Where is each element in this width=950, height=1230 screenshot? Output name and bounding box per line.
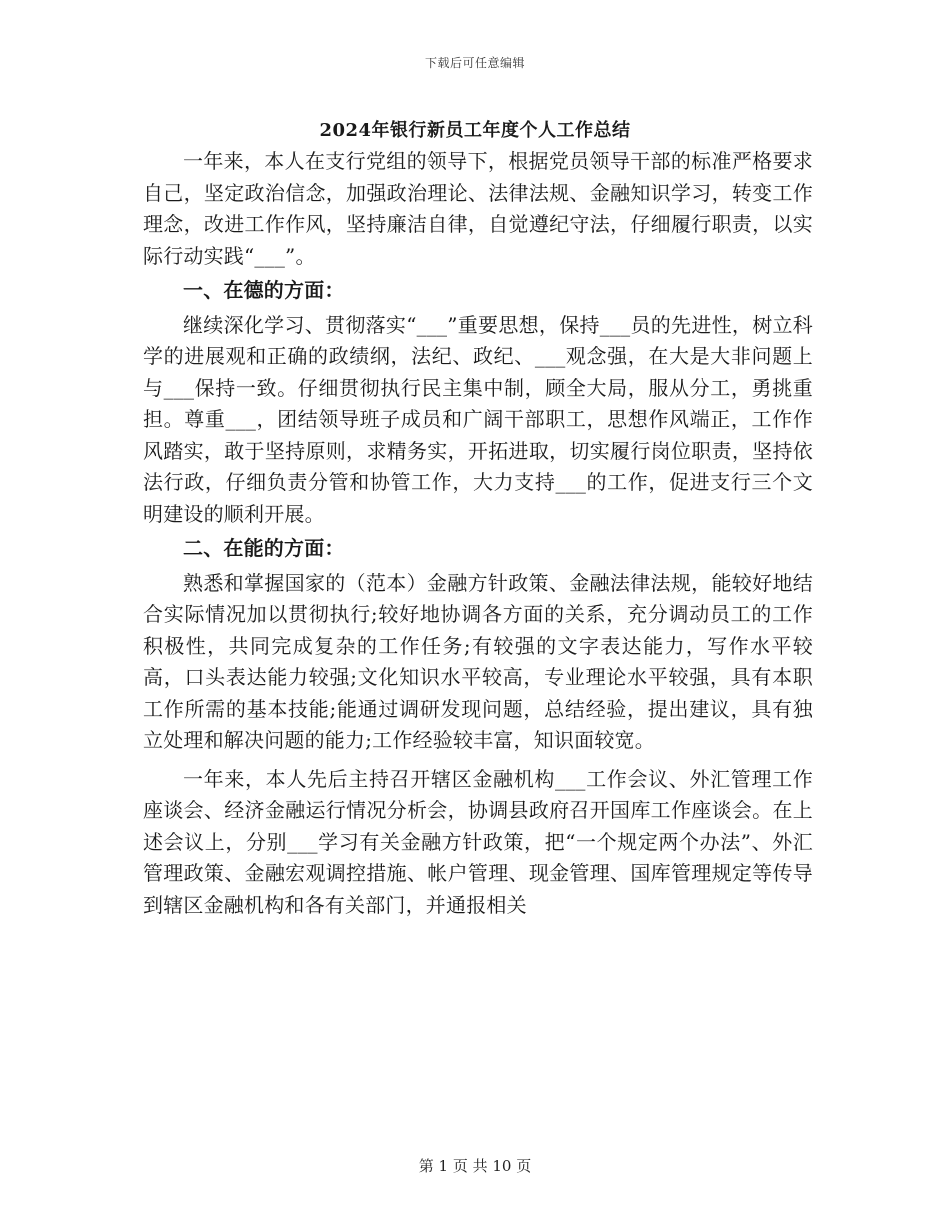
- document-body: [143, 146, 813, 921]
- section-heading-morality: 一、在德的方面：: [183, 278, 345, 302]
- section-heading-ability: 二、在能的方面：: [183, 536, 345, 560]
- paragraph-ability: 熟悉和掌握国家的（范本）金融方针政策、金融法律法规，能较好地结合实际情况加以贯彻执行;较好地协调各方面的关系，充分调动员工的工作积极性，共同完成复杂的工作任务;有较强的文字表达能力，写作水平较高，口头表达能力较强;文化知识水平较高，专业理论水平较强，具有本职工作所需的基本技能;能通过调研发现问题，总结经验，提出建议，具有独立处理和解决问题的能力;工作经验较丰富，知识面较宽。: [143, 570, 813, 752]
- paragraph-morality: 继续深化学习、贯彻落实“___”重要思想，保持___员的先进性，树立科学的进展观和正确的政绩纲，法纪、政纪、___观念强，在大是大非问题上与___保持一致。仔细贯彻执行民主集中制，顾全大局，服从分工，勇挑重担。尊重___，团结领导班子成员和广阔干部职工，思想作风端正，工作作风踏实，敢于坚持原则，求精务实，开拓进取，切实履行岗位职责，坚持依法行政，仔细负责分管和协管工作，大力支持___的工作，促进支行三个文明建设的顺利开展。: [143, 312, 813, 526]
- paragraph-meetings: 一年来，本人先后主持召开辖区金融机构___工作会议、外汇管理工作座谈会、经济金融运行情况分析会，协调县政府召开国库工作座谈会。在上述会议上，分别___学习有关金融方针政策，把“一个规定两个办法”、外汇管理政策、金融宏观调控措施、帐户管理、现金管理、国库管理规定等传导到辖区金融机构和各有关部门，并通报相关: [143, 766, 813, 917]
- document-title: 2024年银行新员工年度个人工作总结: [319, 120, 631, 141]
- header-note: 下载后可任意编辑: [424, 56, 525, 70]
- page-footer: 第 1 页 共 10 页: [418, 1157, 532, 1175]
- paragraph-intro: 一年来，本人在支行党组的领导下，根据党员领导干部的标准严格要求自己，坚定政治信念，加强政治理论、法律法规、金融知识学习，转变工作理念，改进工作作风，坚持廉洁自律，自觉遵纪守法，仔细履行职责，以实际行动实践“___”。: [143, 149, 813, 268]
